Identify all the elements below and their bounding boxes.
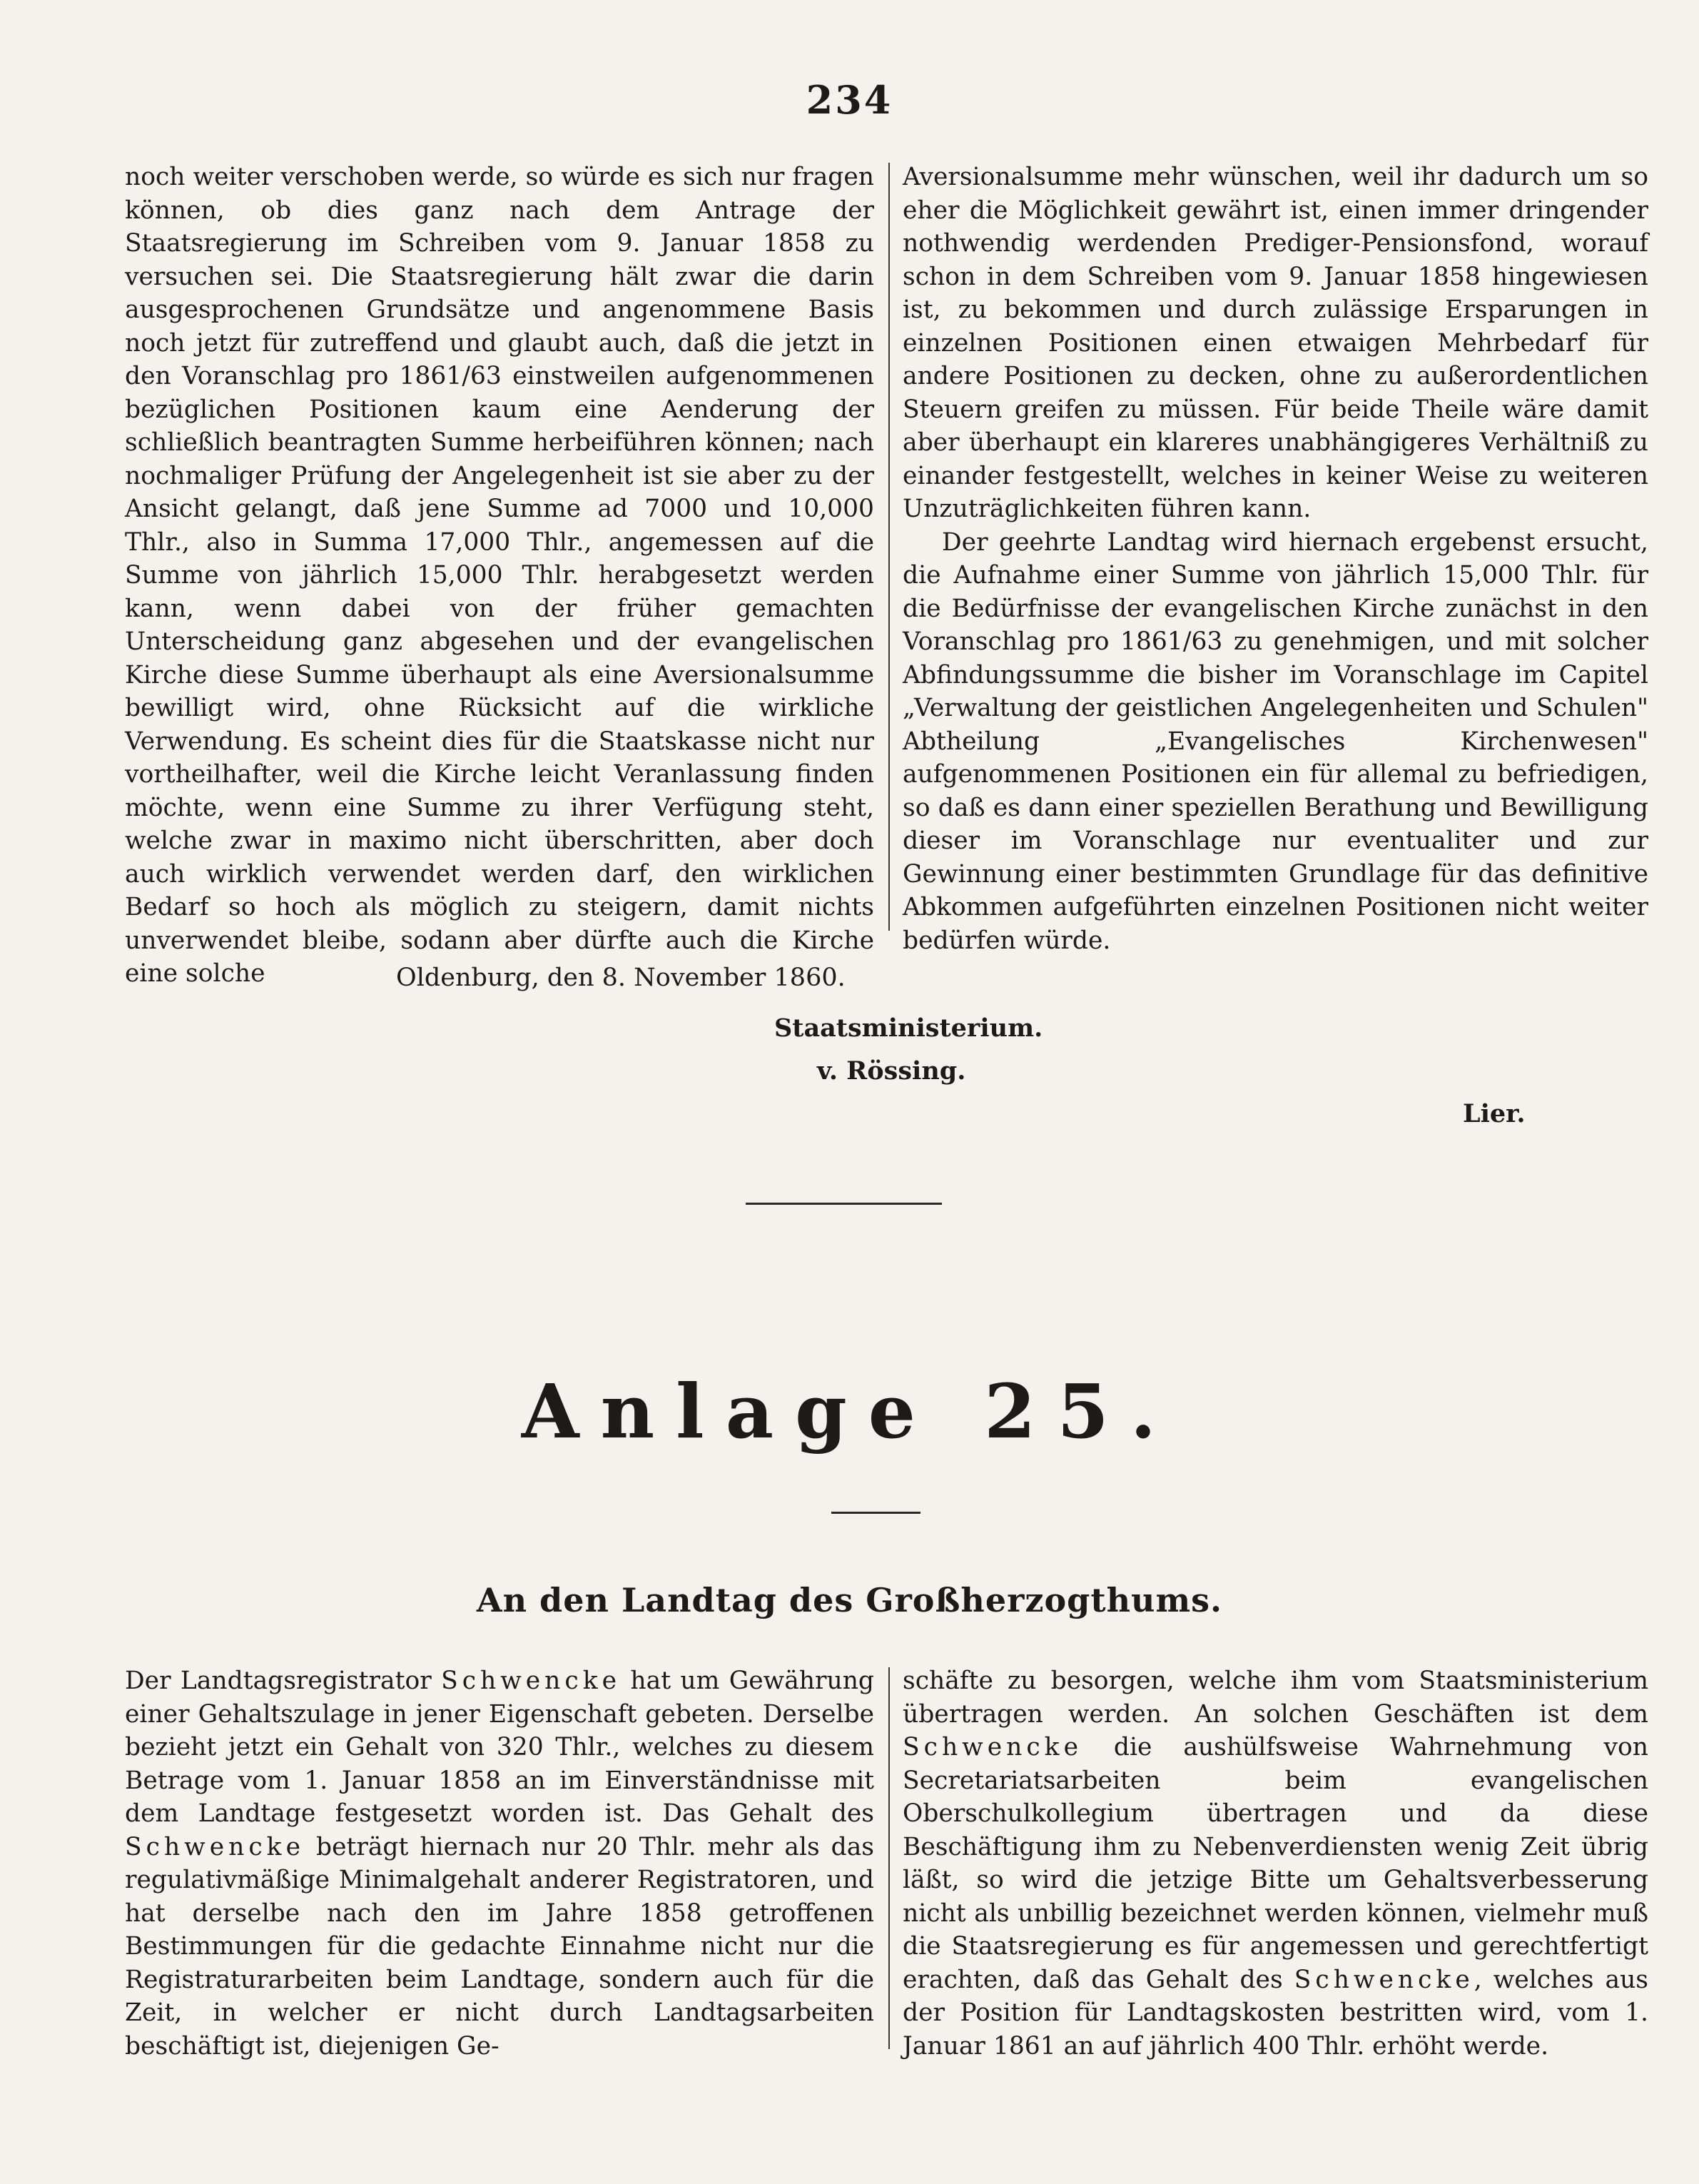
paragraph [903,1664,1648,2063]
person-name: Schwencke [125,1832,305,1861]
text-run: beträgt hiernach nur 20 Thlr. mehr als das regulativmäßige Minimalgehalt anderer Registratoren, und hat derselbe nach den im Jahre 1858 getroffenen Bestimmungen für die gedachte Einnahme nicht nur die Registraturarbeiten beim Landtage, sondern auch für die Zeit, in welcher er nicht durch Landtagsarbeiten beschäftigt ist, diejenigen Ge- [125,1832,874,2061]
paragraph: Aversionalsumme mehr wünschen, weil ihr dadurch um so eher die Möglichkeit gewährt ist, einen immer dringender nothwendig werdenden Prediger-Pensionsfond, worauf schon in dem Schreiben vom 9. Januar 1858 hingewiesen ist, zu bekommen und durch zulässige Ersparungen in einzelnen Positionen einen etwaigen Mehrbedarf für andere Positionen zu decken, ohne zu außerordentlichen Steuern greifen zu müssen. Für beide Theile wäre damit aber überhaupt ein klareres unabhängigeres Verhältniß zu einander festgestellt, welches in keiner Weise zu weiteren Unzuträglichkeiten führen kann. [903,163,1648,523]
paragraph: Der geehrte Landtag wird hiernach ergebenst ersucht, die Aufnahme einer Summe von jährlich 15,000 Thlr. für die Bedürfnisse der evangelischen Kirche zunächst in den Voranschlag pro 1861/63 zu genehmigen, und mit solcher Abfindungssumme die bisher im Voranschlage im Capitel „Verwaltung der geistlichen Angelegenheiten und Schulen" Abtheilung „Evangelisches Kirchenwesen" aufgenommenen Positionen ein für allemal zu befriedigen, so daß es dann einer speziellen Berathung und Bewilligung dieser im Voranschlage nur eventualiter und zur Gewinnung einer bestimmten Grundlage für das definitive Abkommen aufgeführten einzelnen Positionen nicht weiter bedürfen würde. [903,527,1648,955]
person-name: Schwencke [441,1667,622,1695]
title-underline [831,1512,920,1514]
appendix-title: Anlage 25. [521,1367,1178,1455]
column-divider [888,1667,890,2049]
text-run: schäfte zu besorgen, welche ihm vom Staatsministerium übertragen werden. An solchen Geschäften ist dem [903,1667,1648,1729]
paragraph [125,1664,874,2063]
person-name: Schwencke [1294,1965,1474,1994]
signature-right: Lier. [1463,1099,1526,1128]
paragraph: noch weiter verschoben werde, so würde es sich nur fragen können, ob dies ganz nach dem Antrage der Staatsregierung im Schreiben vom 9. Januar 1858 zu versuchen sei. Die Staatsregierung hält zwar die darin ausgesprochenen Grundsätze und angenommene Basis noch jetzt für zutreffend und glaubt auch, daß die jetzt in den Voranschlag pro 1861/63 einstweilen aufgenommenen bezüglichen Positionen kaum eine Aenderung der schließlich beantragten Summe herbeiführen können; nach nochmaliger Prüfung der Angelegenheit ist sie aber zu der Ansicht gelangt, daß jene Summe ad 7000 und 10,000 Thlr., also in Summa 17,000 Thlr., angemessen auf die Summe von jährlich 15,000 Thlr. herabgesetzt werden kann, wenn dabei von der früher gemachten Unterscheidung ganz abgesehen und der evangelischen Kirche diese Summe überhaupt als eine Aversionalsumme bewilligt wird, ohne Rücksicht auf die wirkliche Verwendung. Es scheint dies für die Staatskasse nicht nur vortheilhafter, weil die Kirche leicht Veranlassung finden möchte, wenn eine Summe zu ihrer Verfügung steht, welche zwar in maximo nicht überschritten, aber doch auch wirklich verwendet werden darf, den wirklichen Bedarf so hoch als möglich zu steigern, damit nichts unverwendet bleibe, sodann aber dürfte auch die Kirche eine solche [125,163,874,988]
place-date: Oldenburg, den 8. November 1860. [396,964,846,992]
column-divider [888,163,890,931]
text-column-top-right [903,161,1648,957]
text-column-bottom-left [125,1664,874,2063]
address-heading: An den Landtag des Großherzogthums. [476,1581,1223,1619]
text-run: hat um Gewährung einer Gehaltszulage in jener Eigenschaft gebeten. Derselbe bezieht jetzt ein Gehalt von 320 Thlr., welches zu diesem Betrage vom 1. Januar 1858 an im Einverständnisse mit dem Landtage festgesetzt worden ist. Das Gehalt des [125,1667,875,1828]
text-column-top-left [125,161,874,991]
person-name: Schwencke [903,1733,1082,1761]
signature-left: v. Rössing. [817,1056,966,1086]
section-divider [746,1203,942,1205]
text-column-bottom-right [903,1664,1648,2063]
text-run: Der Landtagsregistrator [125,1667,442,1695]
text-run: , welches aus der Position für Landtagskosten bestritten wird, vom 1. Januar 1861 an auf jährlich 400 Thlr. erhöht werde. [903,1965,1648,2061]
text-run: die aushülfsweise Wahrnehmung von Secretariatsarbeiten beim evangelischen Oberschulkollegium übertragen und da diese Beschäftigung ihm zu Nebenverdiensten wenig Zeit übrig läßt, so wird die jetzige Bitte um Gehaltsverbesserung nicht als unbillig bezeichnet werden können, vielmehr muß die Staatsregierung es für angemessen und gerechtfertigt erachten, daß das Gehalt des [903,1733,1648,1994]
ministry-name: Staatsministerium. [774,1013,1043,1043]
page-number: 234 [806,77,893,123]
